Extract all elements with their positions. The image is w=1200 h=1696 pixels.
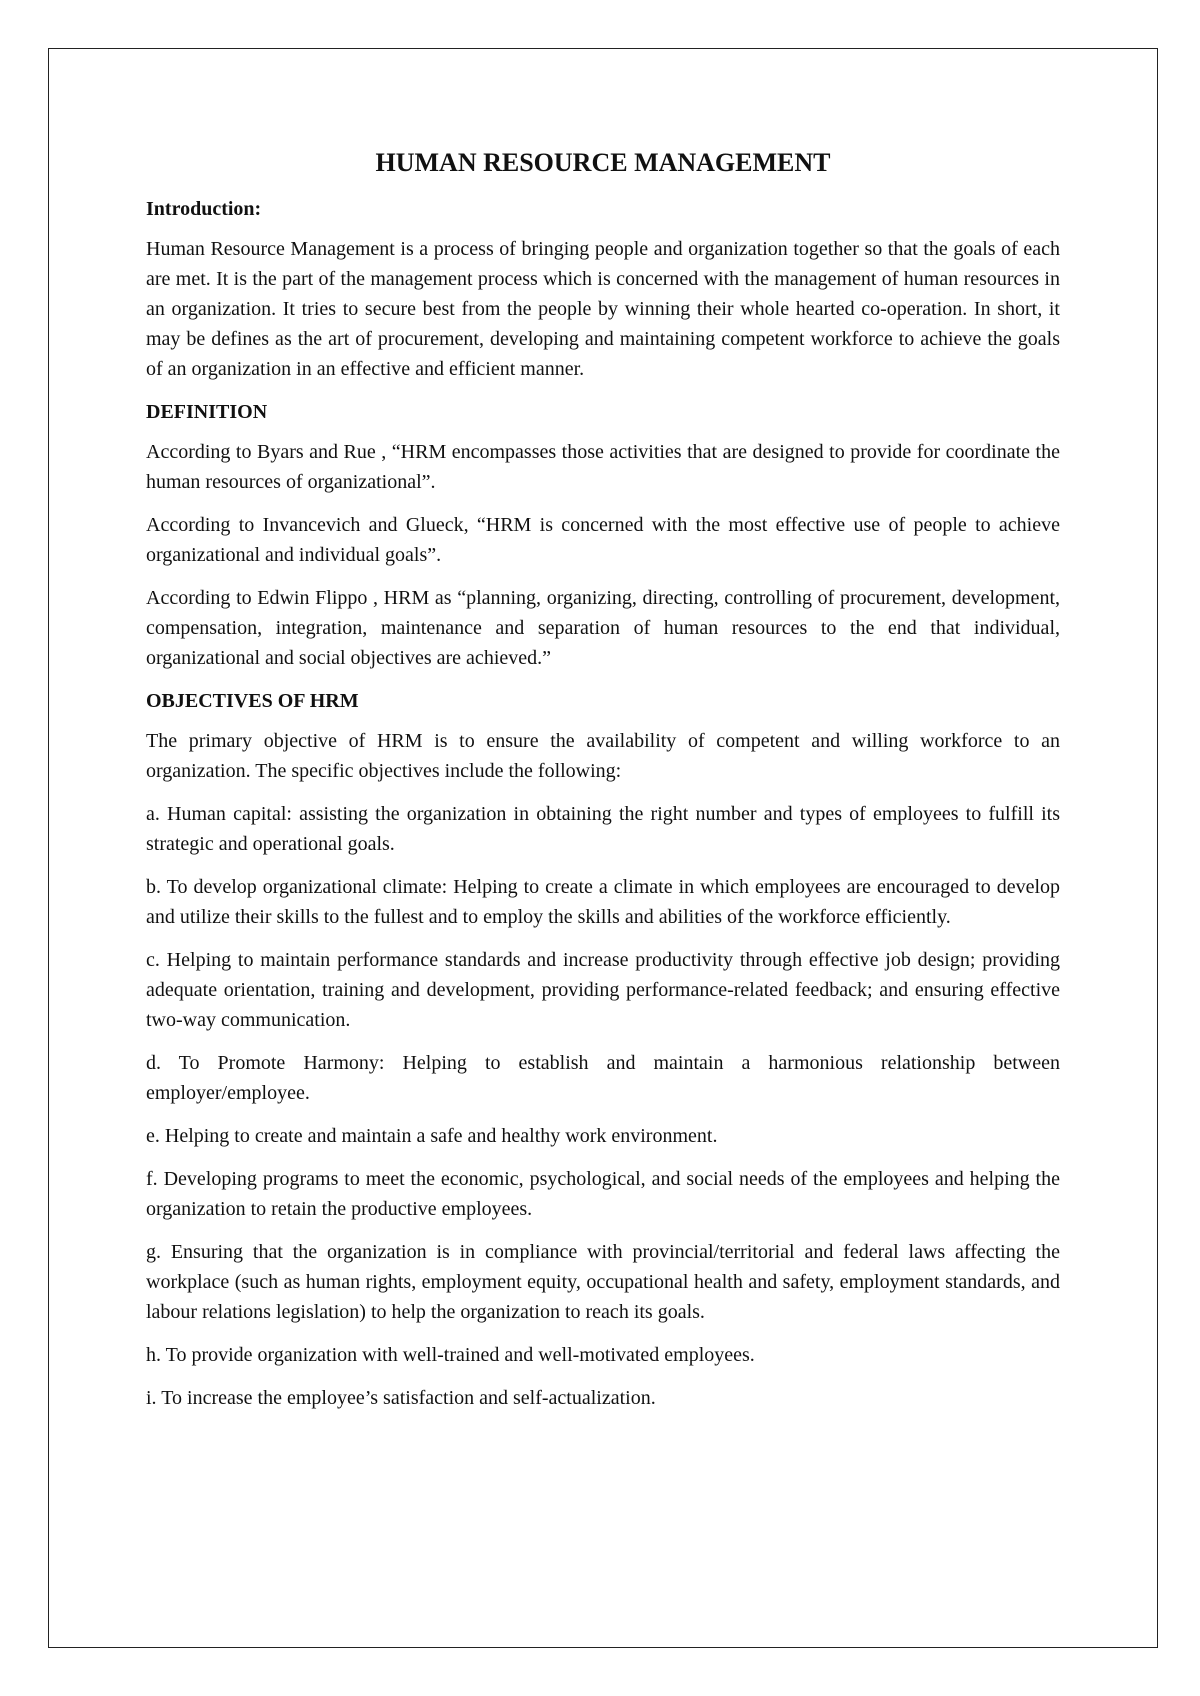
- document-body: [146, 146, 1060, 1426]
- document-title: HUMAN RESOURCE MANAGEMENT: [375, 148, 831, 177]
- objective-item: f. Developing programs to meet the economic, psychological, and social needs of the employees and helping the organization to retain the productive employees.: [146, 1168, 1060, 1220]
- intro-heading: Introduction:: [146, 198, 262, 220]
- definition-heading: DEFINITION: [146, 401, 268, 423]
- objectives-intro: The primary objective of HRM is to ensure the availability of competent and willing workforce to an organization. The specific objectives include the following:: [146, 730, 1060, 782]
- objective-item: i. To increase the employee’s satisfaction and self-actualization.: [146, 1387, 656, 1409]
- definition-paragraph: According to Byars and Rue , “HRM encompasses those activities that are designed to provide for coordinate the human resources of organizational”.: [146, 441, 1060, 493]
- objective-item: d. To Promote Harmony: Helping to establish and maintain a harmonious relationship between employer/employee.: [146, 1052, 1060, 1104]
- intro-paragraph: Human Resource Management is a process of bringing people and organization together so that the goals of each are met. It is the part of the management process which is concerned with the management of human resources in an organization. It tries to secure best from the people by winning their whole hearted co-operation. In short, it may be defines as the art of procurement, developing and maintaining competent workforce to achieve the goals of an organization in an effective and efficient manner.: [146, 238, 1060, 380]
- objective-item: c. Helping to maintain performance standards and increase productivity through effective job design; providing adequate orientation, training and development, providing performance-related feedback; and ensuring effective two-way communication.: [146, 949, 1060, 1031]
- objectives-heading: OBJECTIVES OF HRM: [146, 690, 359, 712]
- objective-item: a. Human capital: assisting the organization in obtaining the right number and types of employees to fulfill its strategic and operational goals.: [146, 803, 1060, 855]
- objective-item: h. To provide organization with well-trained and well-motivated employees.: [146, 1344, 755, 1366]
- definition-paragraph: According to Invancevich and Glueck, “HRM is concerned with the most effective use of people to achieve organizational and individual goals”.: [146, 514, 1060, 566]
- objective-item: e. Helping to create and maintain a safe and healthy work environment.: [146, 1125, 718, 1147]
- objective-item: b. To develop organizational climate: Helping to create a climate in which employees are encouraged to develop and utilize their skills to the fullest and to employ the skills and abilities of the workforce efficiently.: [146, 876, 1060, 928]
- definition-paragraph: According to Edwin Flippo , HRM as “planning, organizing, directing, controlling of procurement, development, compensation, integration, maintenance and separation of human resources to the end that individual, organizational and social objectives are achieved.”: [146, 587, 1060, 669]
- objective-item: g. Ensuring that the organization is in compliance with provincial/territorial and federal laws affecting the workplace (such as human rights, employment equity, occupational health and safety, employment standards, and labour relations legislation) to help the organization to reach its goals.: [146, 1241, 1060, 1323]
